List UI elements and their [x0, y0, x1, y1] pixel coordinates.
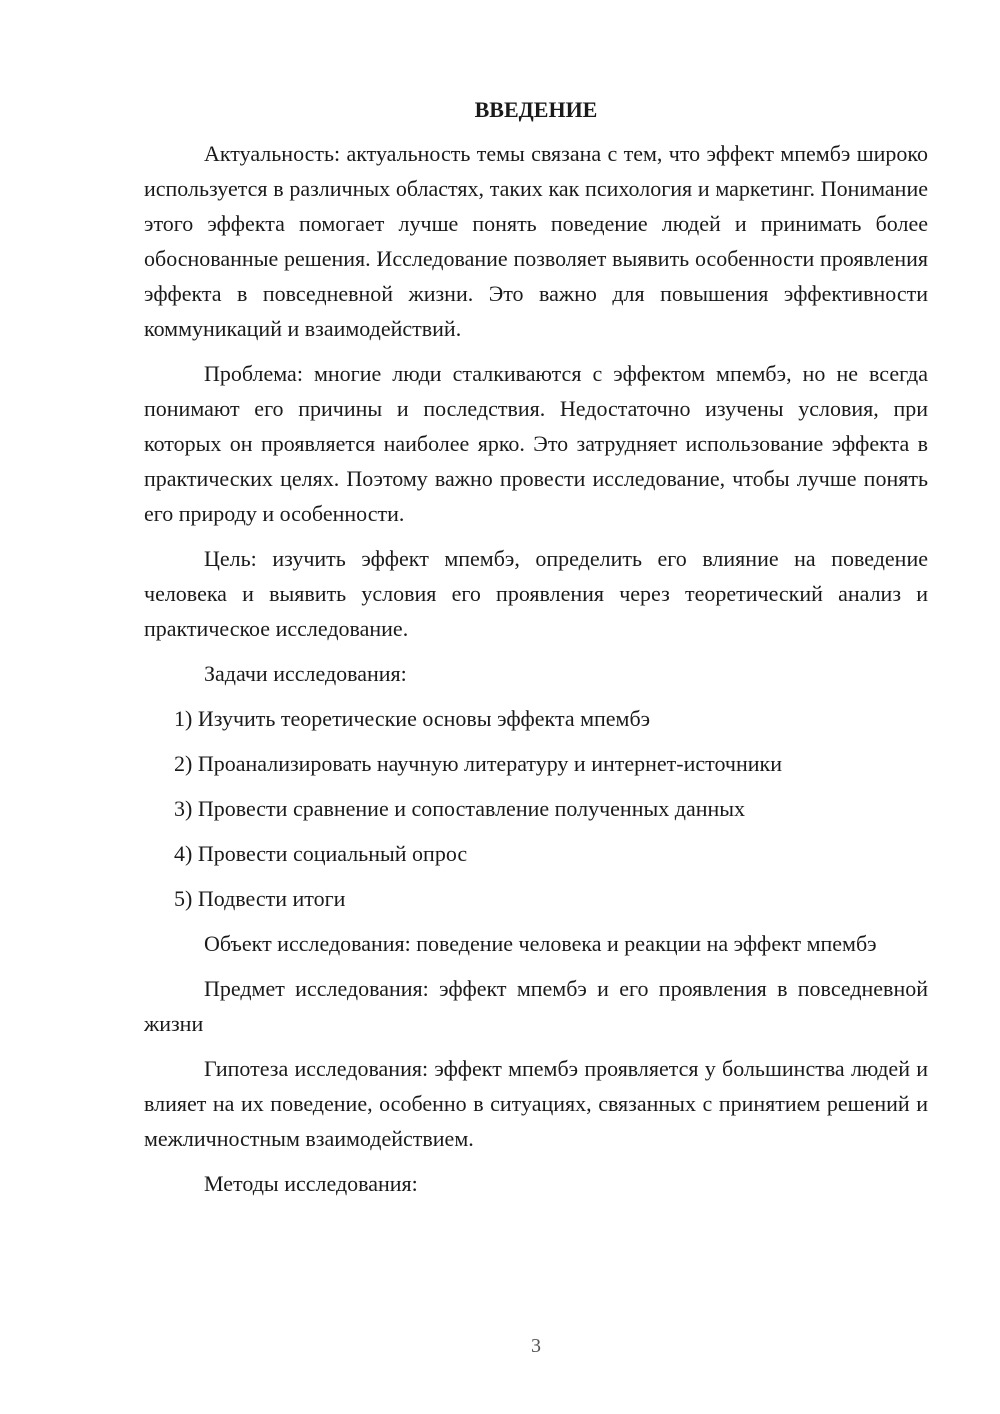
list-item-task-4: 4) Провести социальный опрос [174, 841, 468, 866]
page-content [144, 96, 928, 1211]
paragraph-tasks-heading: Задачи исследования: [204, 661, 407, 686]
paragraph-object: Объект исследования: поведение человека и реакции на эффект мпембэ [204, 931, 877, 956]
paragraph-methods: Методы исследования: [204, 1171, 418, 1196]
paragraph-hypothesis: Гипотеза исследования: эффект мпембэ проявляется у большинства людей и влияет на их поведение, особенно в ситуациях, связанных с принятием решений и межличностным взаимодействием. [144, 1056, 928, 1151]
page-title: ВВЕДЕНИЕ [474, 97, 598, 122]
tasks-list [144, 701, 928, 916]
paragraph-subject: Предмет исследования: эффект мпембэ и его проявления в повседневной жизни [144, 976, 928, 1036]
page-number: 3 [531, 1335, 541, 1357]
paragraph-relevance: Актуальность: актуальность темы связана с тем, что эффект мпембэ широко используется в различных областях, таких как психология и маркетинг. Понимание этого эффекта помогает лучше понять поведение людей и принимать более обоснованные решения. Исследование позволяет выявить особенности проявления эффекта в повседневной жизни. Это важно для повышения эффективности коммуникаций и взаимодействий. [144, 141, 928, 341]
list-item-task-1: 1) Изучить теоретические основы эффекта мпембэ [174, 706, 651, 731]
paragraph-problem: Проблема: многие люди сталкиваются с эффектом мпембэ, но не всегда понимают его причины и последствия. Недостаточно изучены условия, при которых он проявляется наиболее ярко. Это затрудняет использование эффекта в практических целях. Поэтому важно провести исследование, чтобы лучше понять его природу и особенности. [144, 361, 928, 526]
list-item-task-5: 5) Подвести итоги [174, 886, 346, 911]
list-item-task-3: 3) Провести сравнение и сопоставление полученных данных [174, 796, 746, 821]
paragraph-goal: Цель: изучить эффект мпембэ, определить его влияние на поведение человека и выявить условия его проявления через теоретический анализ и практическое исследование. [144, 546, 928, 641]
list-item-task-2: 2) Проанализировать научную литературу и интернет-источники [174, 751, 782, 776]
